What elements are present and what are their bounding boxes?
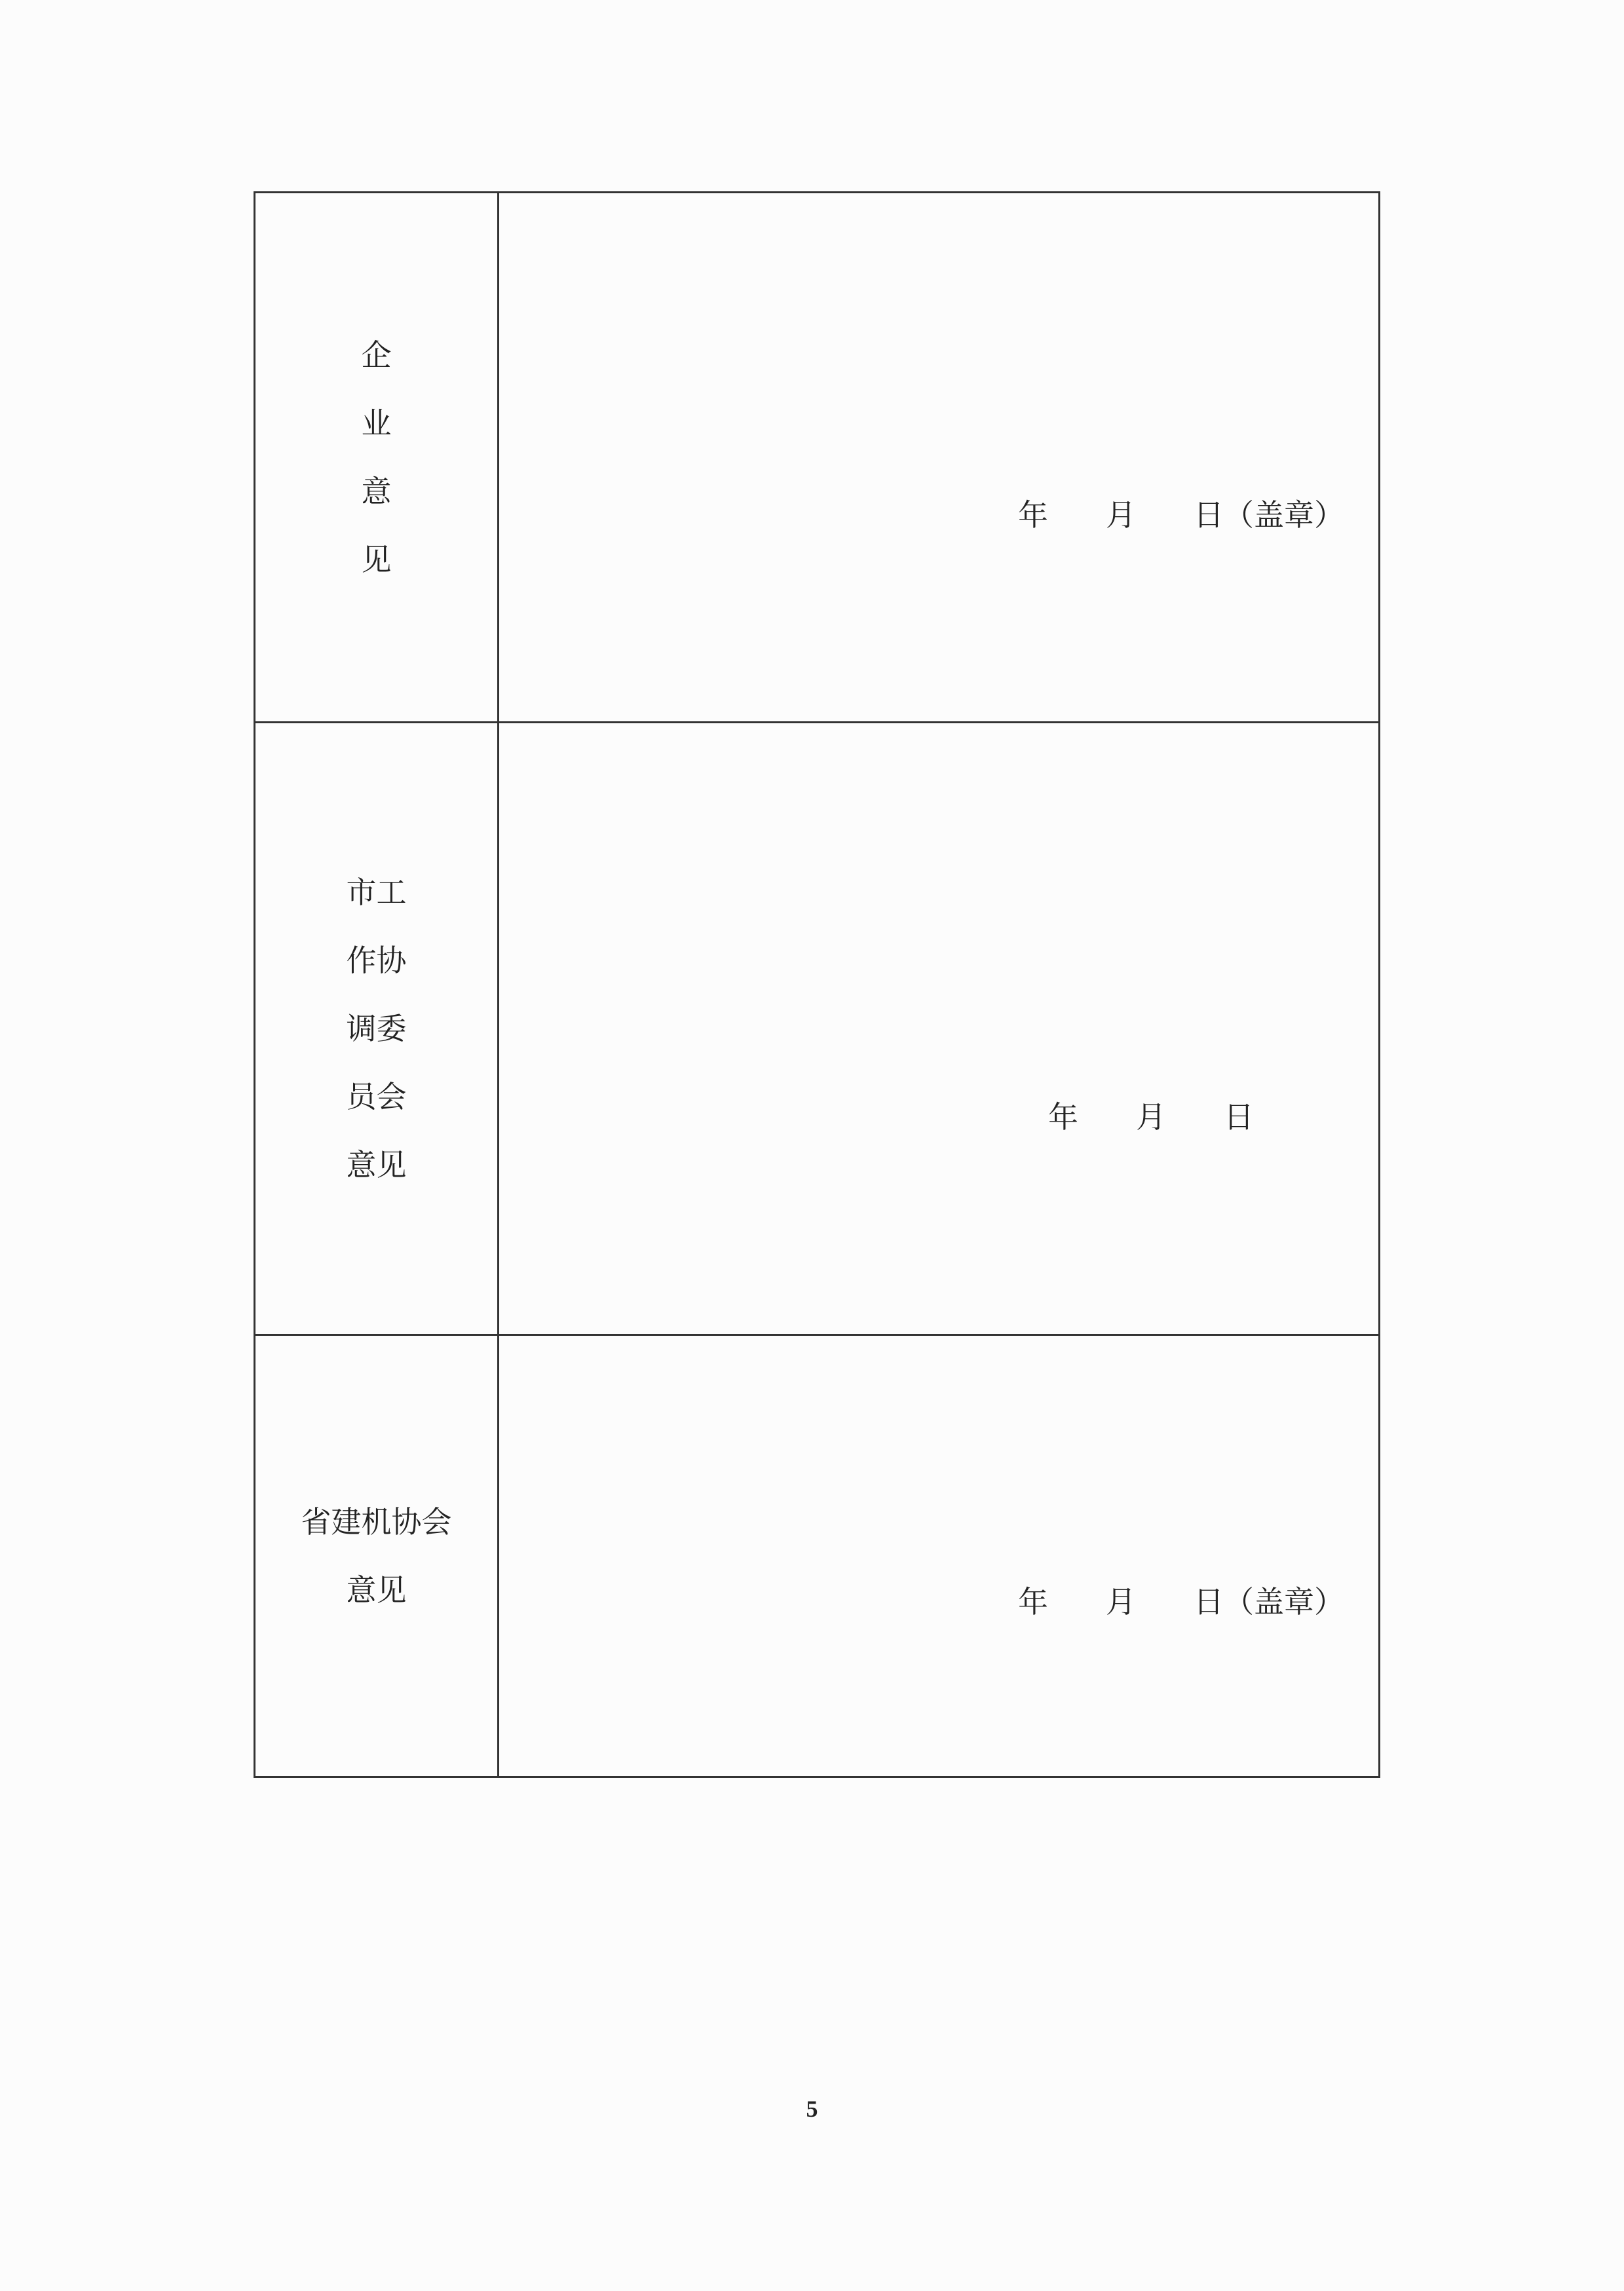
label-char: 见 (361, 542, 392, 577)
year-label: 年 (1018, 1584, 1048, 1619)
city-committee-opinion-label (255, 723, 499, 1335)
city-committee-opinion-row (255, 723, 1380, 1335)
day-label: 日 (1224, 1099, 1254, 1135)
page-number: 5 (806, 2096, 818, 2122)
date-line (1048, 1093, 1254, 1137)
label-line: 调委 (346, 1011, 407, 1046)
provincial-association-opinion-label (255, 1335, 499, 1777)
month-label: 月 (1106, 1584, 1136, 1619)
date-seal-line (1018, 491, 1344, 535)
day-label: 日 (1194, 497, 1224, 533)
year-label: 年 (1048, 1099, 1078, 1135)
enterprise-opinion-label (255, 193, 499, 723)
label-line: 省建机协会 (301, 1504, 452, 1540)
day-label: 日 (1194, 1584, 1224, 1619)
label-char: 业 (361, 406, 392, 441)
label-line: 市工 (346, 875, 407, 910)
label-line: 意见 (346, 1147, 407, 1183)
enterprise-opinion-field[interactable] (499, 193, 1380, 723)
label-line: 员会 (346, 1079, 407, 1114)
label-char: 意 (361, 474, 392, 509)
enterprise-opinion-row (255, 193, 1380, 723)
date-seal-line (1018, 1578, 1344, 1621)
seal-label: （盖章） (1224, 497, 1344, 533)
label-line: 作协 (346, 943, 407, 978)
month-label: 月 (1136, 1099, 1166, 1135)
opinion-form-table (254, 191, 1380, 1778)
month-label: 月 (1106, 497, 1136, 533)
label-char: 企 (361, 337, 392, 373)
provincial-association-opinion-row (255, 1335, 1380, 1777)
city-committee-opinion-field[interactable] (499, 723, 1380, 1335)
seal-label: （盖章） (1224, 1584, 1344, 1619)
label-line: 意见 (346, 1572, 407, 1608)
year-label: 年 (1018, 497, 1048, 533)
provincial-association-opinion-field[interactable] (499, 1335, 1380, 1777)
